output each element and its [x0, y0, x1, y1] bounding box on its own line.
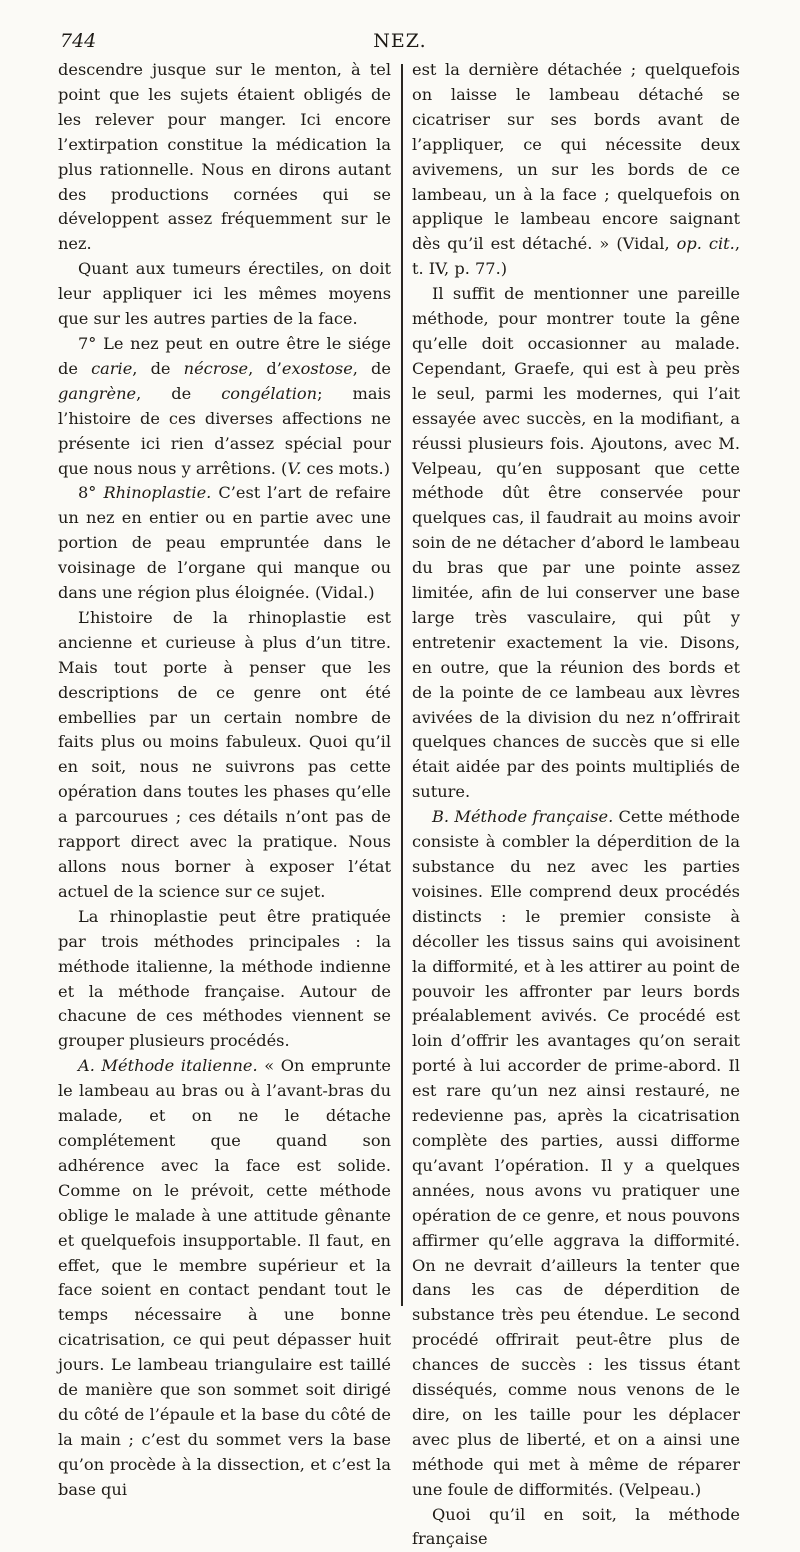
paragraph: La rhinoplastie peut être pratiquée par trois méthodes principales : la méthode italienne, la méthode indienne et la méthode française. Autour de chacune de ces méthodes viennent se grouper plusieurs procédés. [58, 906, 391, 1051]
paragraph: A. Méthode italienne. « On emprunte le lambeau au bras ou à l’avant-bras du malade, et on ne le détache complétement que quand son adhérence avec la face est solide. Comme on le prévoit, cette méthode oblige le malade à une attitude gênante et quelquefois insupportable. Il faut, en effet, que le membre supérieur et la face soient en contact pendant tout le temps nécessaire à une bonne cicatrisation, ce qui peut dépasser huit jours. Le lambeau triangulaire est taillé de manière que son sommet soit dirigé du côté de l’épaule et la base du côté de la main ; c’est du sommet vers la base qu’on procède à la dissection, et c’est la base qui [58, 1056, 391, 1499]
page-number: 744 [60, 30, 97, 52]
paragraph: L’histoire de la rhinoplastie est ancienne et curieuse à plus d’un titre. Mais tout porte à penser que les descriptions de ce genre ont été embellies par un certain nombre de faits plus ou moins fabuleux. Quoi qu’il en soit, nous ne suivrons pas cette opération dans toutes les phases qu’elle a parcourues ; ces détails n’ont pas de rapport direct avec la pratique. Nous allons nous borner à exposer l’état actuel de la science sur ce sujet. [58, 607, 391, 901]
page-header [60, 30, 740, 56]
column-divider [401, 64, 403, 1306]
paragraph: B. Méthode française. Cette méthode consiste à combler la déperdition de la substance du nez avec les parties voisines. Elle comprend deux procédés distincts : le premier consiste à décoller les tissus sains qui avoisinent la difformité, et à les attirer au point de pouvoir les affronter par leurs bords préalablement avivés. Ce procédé est loin d’offrir les avantages qu’on serait porté à lui accorder de prime-abord. Il est rare qu’un nez ainsi restauré, ne redevienne pas, après la cicatrisation complète des parties, aussi difforme qu’avant l’opération. Il y a quelques années, nous avons vu pratiquer une opération de ce genre, et nous pouvons affirmer qu’elle aggrava la difformité. On ne devrait d’ailleurs la tenter que dans les cas de déperdition de substance très peu étendue. Le second procédé offrirait peut-être plus de chances de succès : les tissus étant disséqués, comme nous venons de le dire, on les taille pour les déplacer avec plus de liberté, et on a ainsi une méthode qui met à même de réparer une foule de difformités. (Velpeau.) [412, 807, 740, 1499]
paragraph: 8° Rhinoplastie. C’est l’art de refaire un nez en entier ou en partie avec une portion de peau empruntée dans le voisinage de l’organe qui manque ou dans une région plus éloignée. (Vidal.) [58, 483, 391, 603]
right-column [412, 58, 740, 1549]
running-head: NEZ. [373, 30, 427, 52]
paragraph: Quoi qu’il en soit, la méthode française [412, 1504, 740, 1549]
section-title: Rhinoplastie. [103, 483, 212, 503]
paragraph: descendre jusque sur le menton, à tel point que les sujets étaient obligés de les relever pour manger. Ici encore l’extirpation constitue la médication la plus rationnelle. Nous en dirons autant des productions cornées qui se développent assez fréquemment sur le nez. [58, 60, 391, 254]
paragraph: 7° Le nez peut en outre être le siége de carie, de nécrose, d’exostose, de gangrène, de congélation; mais l’histoire de ces diverses affections ne présente ici rien d’assez spécial pour que nous nous y arrêtions. (V. ces mots.) [58, 333, 391, 478]
section-title: A. Méthode italienne. [78, 1056, 258, 1076]
paragraph: Il suffit de mentionner une pareille méthode, pour montrer toute la gêne qu’elle doit occasionner au malade. Cependant, Graefe, qui est à peu près le seul, parmi les modernes, qui l’ait essayée avec succès, en la modifiant, a réussi plusieurs fois. Ajoutons, avec M. Velpeau, qu’en supposant que cette méthode dût être conservée pour quelques cas, il faudrait au moins avoir soin de ne détacher d’abord le lambeau du bras que par une pointe assez limitée, afin de lui conserver une base large très vasculaire, qui pût y entretenir exactement la vie. Disons, en outre, que la réunion des bords et de la pointe de ce lambeau aux lèvres avivées de la division du nez n’offrirait quelques chances de succès que si elle était aidée par des points multipliés de suture. [412, 284, 740, 802]
paragraph: Quant aux tumeurs érectiles, on doit leur appliquer ici les mêmes moyens que sur les autres parties de la face. [58, 259, 391, 329]
left-column [58, 58, 391, 1499]
paragraph: est la dernière détachée ; quelquefois on laisse le lambeau détaché se cicatriser sur ses bords avant de l’appliquer, ce qui nécessite deux avivemens, un sur les bords de ce lambeau, un à la face ; quelquefois on applique le lambeau encore saignant dès qu’il est détaché. » (Vidal, op. cit., t. IV, p. 77.) [412, 60, 740, 279]
section-title: B. Méthode française. [432, 807, 614, 827]
